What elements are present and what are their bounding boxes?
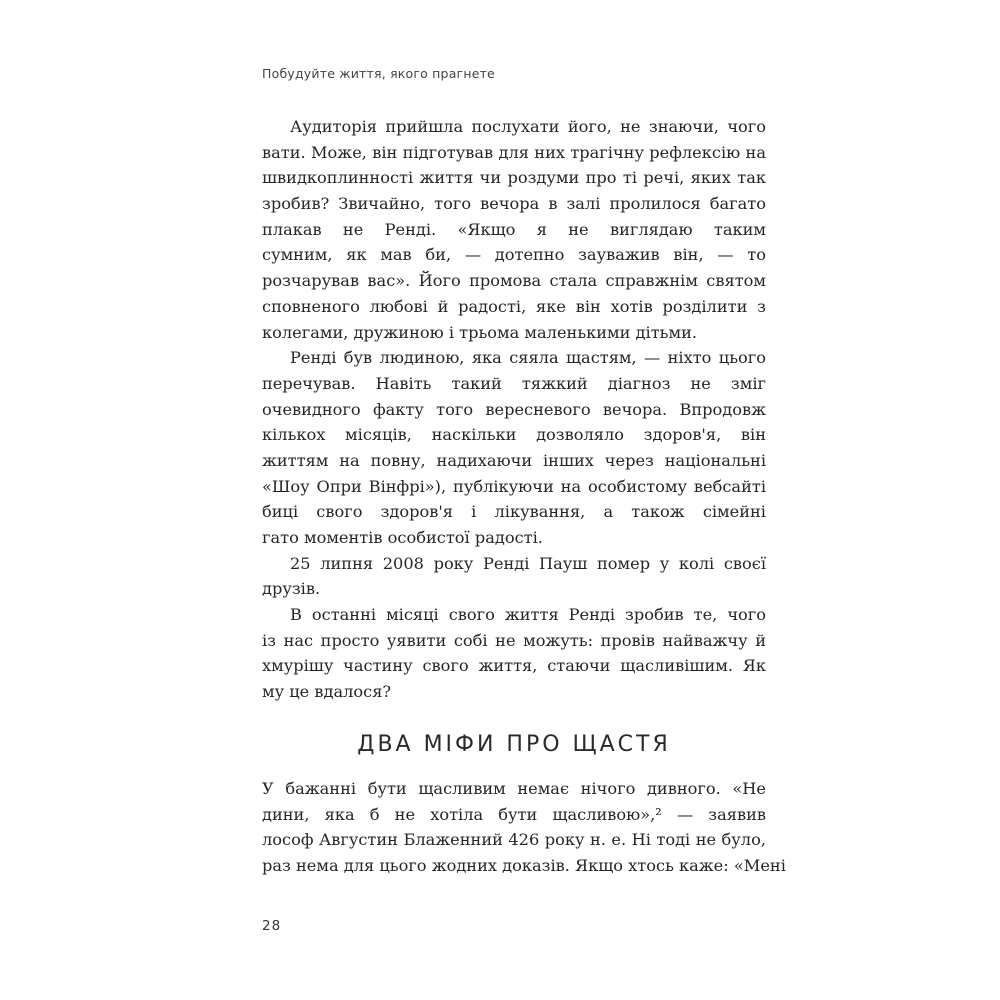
text-line: очевидного факту того вересневого вечора. Впродовж [262,399,766,419]
text-line: кількох місяців, наскільки дозволяло здоров'я, він [262,425,766,445]
paragraph [262,551,766,602]
paragraph [262,602,766,705]
paragraph [262,345,766,551]
section-heading: ДВА МІФИ ПРО ЩАСТЯ [357,732,671,757]
text-line: колегами, дружиною і трьома маленькими дітьми. [262,322,697,342]
text-line: сумним, як мав би, — дотепно зауважив він, — то [262,245,766,265]
text-line: Аудиторія прийшла послухати його, не знаючи, чого [290,117,766,136]
text-line: 25 липня 2008 року Ренді Пауш помер у колі своєї [290,553,766,573]
paragraph [262,114,766,345]
text-line: вати. Може, він підготував для них трагічну рефлексію на [262,142,766,162]
text-line: розчарував вас». Його промова стала справжнім святом [262,271,766,291]
text-line: му це вдалося? [262,682,392,702]
text-line: биці свого здоров'я і лікування, а також сімейні [262,502,766,522]
text-line: У бажанні бути щасливим немає нічого дивного. «Не [262,779,766,798]
text-line: сповненого любові й радості, яке він хотів розділити з [262,296,766,316]
text-line: із нас просто уявити собі не можуть: провів найважчу й [262,630,766,650]
running-head: Побудуйте життя, якого прагнете [262,66,495,81]
text-line: перечував. Навіть такий тяжкий діагноз не зміг [262,373,766,393]
body-text-lower [262,776,786,879]
text-line: хмурішу частину свого життя, стаючи щасливішим. Як [262,656,766,676]
text-line: Ренді був людиною, яка сяяла щастям, — ніхто цього [290,348,766,368]
text-line: дини, яка б не хотіла бути щасливою»,² — заявив [262,804,766,824]
text-line: лософ Августин Блаженний 426 року н. е. Ні тоді не було, [262,830,766,850]
text-line: В останні місяці свого життя Ренді зробив те, чого [290,605,766,625]
page-number: 28 [262,918,282,934]
body-text-upper [262,114,766,705]
text-line: зробив? Звичайно, того вечора в залі пролилося багато [262,194,766,214]
text-line: друзів. [262,579,321,599]
text-line: життям на повну, надихаючи інших через національні [262,450,766,470]
text-line: швидкоплинності життя чи роздуми про ті речі, яких так [262,168,766,188]
text-line: гато моментів особистої радості. [262,528,543,547]
text-line: «Шоу Опри Вінфрі»), публікуючи на особистому вебсайті [262,476,766,496]
paragraph [262,776,786,879]
text-line: плакав не Ренді. «Якщо я не виглядаю таким [262,219,766,239]
text-line: раз нема для цього жодних доказів. Якщо хтось каже: «Мені [262,856,786,876]
